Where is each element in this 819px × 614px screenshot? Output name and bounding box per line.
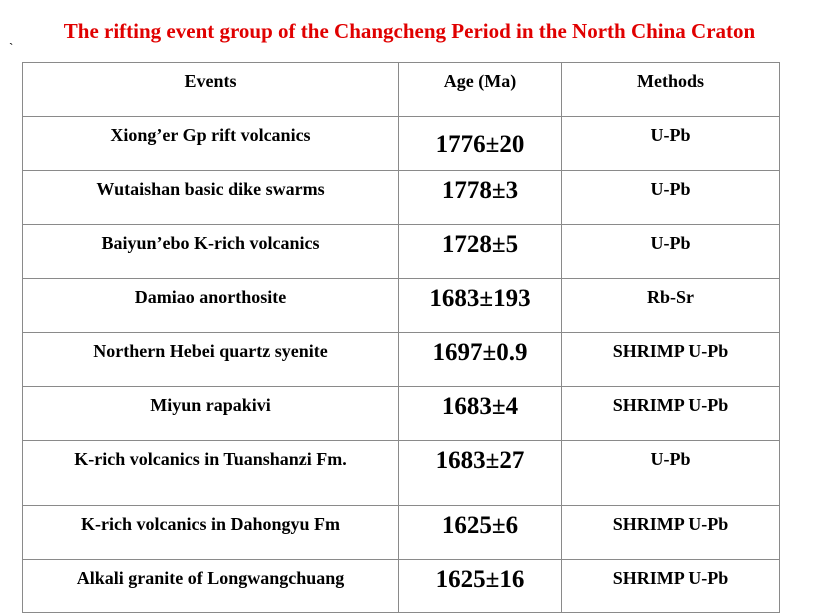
- method-cell: U-Pb: [562, 171, 780, 225]
- table-row: [23, 387, 780, 441]
- event-cell: Alkali granite of Longwangchuang: [23, 560, 399, 613]
- event-cell: Damiao anorthosite: [23, 279, 399, 333]
- age-cell: 1776±20: [399, 117, 562, 171]
- age-cell: 1683±4: [399, 387, 562, 441]
- table-row: [23, 333, 780, 387]
- method-cell: SHRIMP U-Pb: [562, 560, 780, 613]
- method-cell: U-Pb: [562, 441, 780, 506]
- method-cell: U-Pb: [562, 117, 780, 171]
- event-cell: Wutaishan basic dike swarms: [23, 171, 399, 225]
- event-cell: Miyun rapakivi: [23, 387, 399, 441]
- table-row: [23, 225, 780, 279]
- page-title: The rifting event group of the Changcheng Period in the North China Craton: [63, 19, 756, 43]
- table-row: [23, 279, 780, 333]
- event-cell: Xiong’er Gp rift volcanics: [23, 117, 399, 171]
- method-cell: SHRIMP U-Pb: [562, 506, 780, 560]
- age-cell: 1728±5: [399, 225, 562, 279]
- method-cell: SHRIMP U-Pb: [562, 333, 780, 387]
- age-cell: 1683±193: [399, 279, 562, 333]
- header-age: Age (Ma): [399, 63, 562, 117]
- event-cell: Baiyun’ebo K-rich volcanics: [23, 225, 399, 279]
- table-row: [23, 117, 780, 171]
- age-cell: 1625±6: [399, 506, 562, 560]
- event-cell: Northern Hebei quartz syenite: [23, 333, 399, 387]
- age-cell: 1683±27: [399, 441, 562, 506]
- method-cell: SHRIMP U-Pb: [562, 387, 780, 441]
- table-header-row: [23, 63, 780, 117]
- header-methods: Methods: [562, 63, 780, 117]
- age-cell: 1697±0.9: [399, 333, 562, 387]
- age-cell: 1625±16: [399, 560, 562, 613]
- event-cell: K-rich volcanics in Tuanshanzi Fm.: [23, 441, 399, 506]
- table-row: [23, 560, 780, 613]
- events-table: [22, 62, 780, 613]
- age-cell: 1778±3: [399, 171, 562, 225]
- table-row: [23, 441, 780, 506]
- method-cell: U-Pb: [562, 225, 780, 279]
- table-row: [23, 171, 780, 225]
- stray-mark: `: [9, 40, 14, 55]
- event-cell: K-rich volcanics in Dahongyu Fm: [23, 506, 399, 560]
- method-cell: Rb-Sr: [562, 279, 780, 333]
- header-events: Events: [23, 63, 399, 117]
- table-row: [23, 506, 780, 560]
